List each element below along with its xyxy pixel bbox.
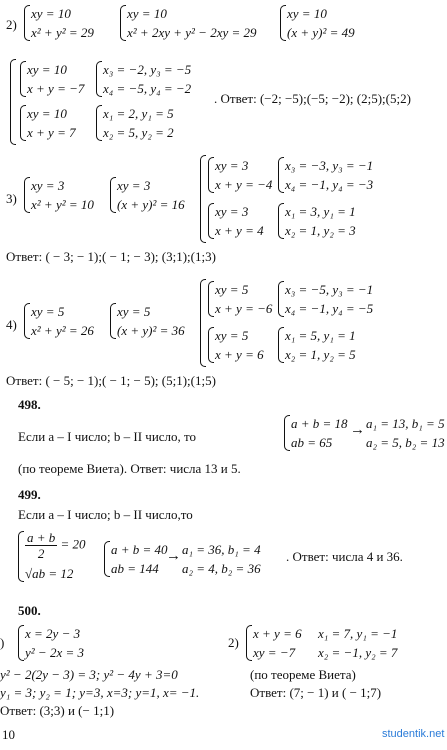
arrow-499: →: [166, 548, 181, 564]
system-499-derived: a + b = 40 ab = 144: [104, 540, 168, 578]
system-497-3-squared: xy = 3 (x + y)² = 16: [110, 176, 185, 214]
problem-500-1-number: ): [0, 635, 5, 650]
roots-497-3-positive: x₁ = 3, y₁ = 1 x₂ = 1, y₂ = 3: [278, 202, 356, 240]
problem-498-title: 498.: [18, 397, 41, 412]
case-497-2-positive: xy = 10 x + y = 7: [20, 104, 76, 142]
page-number: 10: [2, 727, 15, 742]
answer-499: . Ответ: числа 4 и 36.: [286, 549, 403, 564]
roots-497-3-negative: x₃ = −3, y₃ = −1 x₄ = −1, y₄ = −3: [278, 156, 373, 194]
problem-499-lead: Если a – I число; b – II число,то: [18, 507, 193, 522]
case-497-4-positive: xy = 5 x + y = 6: [208, 326, 264, 364]
problem-500-2-number: 2): [228, 635, 239, 650]
solution-500-1-line1: y² − 2(2y − 3) = 3; y² − 4y + 3=0: [0, 667, 178, 682]
solution-500-1-line2: y₁ = 3; y₂ = 1; y=3, x=3; y=1, x= −1.: [0, 685, 200, 700]
problem-500-title: 500.: [18, 603, 41, 618]
case-497-3-positive: xy = 3 x + y = 4: [208, 202, 264, 240]
roots-498: a₁ = 13, b₁ = 5 a₂ = 5, b₂ = 13: [366, 416, 445, 450]
roots-499: a₁ = 36, b₁ = 4 a₂ = 4, b₂ = 36: [182, 542, 261, 576]
problem-497-4-number: 4): [6, 317, 17, 332]
system-498: a + b = 18 ab = 65: [284, 414, 348, 452]
system-497-2-squared: xy = 10 (x + y)² = 49: [280, 4, 355, 42]
arrow-498: →: [350, 422, 365, 438]
system-500-1: x = 2y − 3 y² − 2x = 3: [18, 624, 84, 662]
roots-497-2-positive: x₁ = 2, y₁ = 5 x₂ = 5, y₂ = 2: [96, 104, 174, 142]
case-497-3-negative: xy = 3 x + y = −4: [208, 156, 272, 194]
fraction-mean: $\frac{a + b}{2}$: [27, 530, 56, 561]
watermark-logo: studentik.net: [382, 728, 445, 740]
answer-500-1: Ответ: (3;3) и (− 1;1): [0, 703, 115, 718]
vieta-note-500-2: (по теореме Виета): [250, 667, 356, 682]
problem-497-2-number: 2): [6, 17, 17, 32]
system-500-2: x + y = 6 xy = −7: [246, 624, 302, 662]
answer-497-3: Ответ: ( − 3; − 1);( − 1; − 3); (3;1);(1;3): [6, 249, 216, 264]
system-497-3-original: xy = 3 x² + y² = 10: [24, 176, 94, 214]
system-497-4-original: xy = 5 x² + y² = 26: [24, 302, 94, 340]
answer-500-2: Ответ: (7; − 1) и ( − 1;7): [250, 685, 382, 700]
answer-497-2: . Ответ: (−2; −5);(−5; −2); (2;5);(5;2): [214, 91, 411, 106]
system-499-original: $\frac{a + b}{2}$ = 20 √ab = 12: [18, 530, 86, 583]
roots-497-4-negative: x₃ = −5, y₃ = −1 x₄ = −1, y₄ = −5: [278, 280, 373, 318]
system-497-4-squared: xy = 5 (x + y)² = 36: [110, 302, 185, 340]
roots-497-2-negative: x₃ = −2, y₃ = −5 x₄ = −5, y₄ = −2: [96, 60, 191, 98]
case-497-4-negative: xy = 5 x + y = −6: [208, 280, 272, 318]
problem-497-3-number: 3): [6, 191, 17, 206]
system-497-2-expanded: xy = 10 x² + 2xy + y² − 2xy = 29: [120, 4, 257, 42]
roots-497-4-positive: x₁ = 5, y₁ = 1 x₂ = 1, y₂ = 5: [278, 326, 356, 364]
answer-497-4: Ответ: ( − 5; − 1);( − 1; − 5); (5;1);(1;5): [6, 373, 216, 388]
case-497-2-negative: xy = 10 x + y = −7: [20, 60, 84, 98]
roots-500-2: x₁ = 7, y₁ = −1 x₂ = −1, y₂ = 7: [318, 626, 398, 660]
problem-498-lead: Если a – I число; b – II число, то: [18, 429, 197, 444]
problem-499-title: 499.: [18, 487, 41, 502]
answer-498: (по теореме Виета). Ответ: числа 13 и 5.: [18, 461, 241, 476]
system-497-2-original: xy = 10 x² + y² = 29: [24, 4, 94, 42]
